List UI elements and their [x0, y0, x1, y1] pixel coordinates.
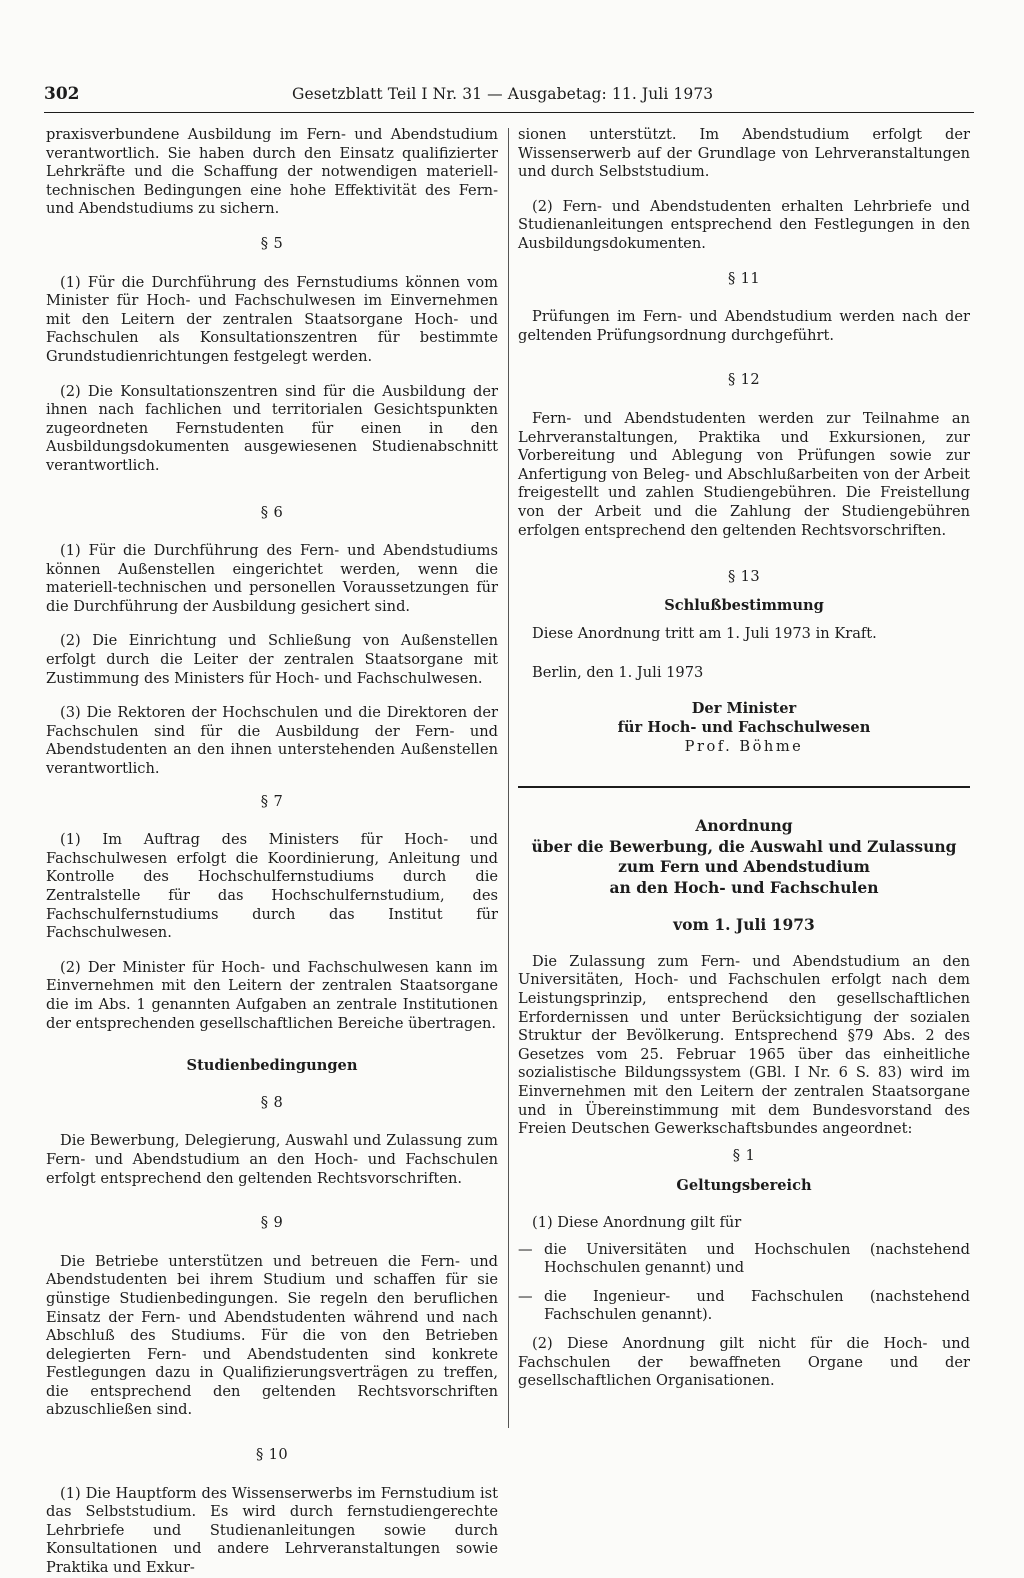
paragraph: Die Betriebe unterstützen und betreuen die Fern- und Abendstudenten bei ihrem Studium und schaffen für sie günstige Studienbedingungen. Sie regeln den beruflichen Einsatz der Fern- und Abendstudenten während und nach Abschluß des Studiums. Für die von den Betrieben delegierten Fern- und Abendstudenten sind konkrete Festlegungen dazu in Qualifizierungsverträgen zu treffen, die entsprechend den geltenden Rechtsvorschriften abzuschließen sind. — [46, 1252, 498, 1419]
title-line: zum Fern und Abendstudium — [618, 857, 870, 877]
page-number: 302 — [44, 84, 80, 104]
section-number: § 1 — [732, 1146, 756, 1164]
paragraph: (1) Für die Durchführung des Fernstudiums können vom Minister für Hoch- und Fachschulwesen im Einvernehmen mit den Leitern der zentralen Staatsorgane Hoch- und Fachschulen als Konsultationszentren für bestimmte Grundstudienrichtungen festgelegt werden. — [46, 273, 498, 365]
signatory-title: Der Minister — [691, 700, 797, 718]
paragraph: Diese Anordnung tritt am 1. Juli 1973 in Kraft. — [532, 625, 877, 643]
list-item — [518, 1241, 970, 1278]
paragraph: (1) Im Auftrag des Ministers für Hoch- und Fachschulwesen erfolgt die Koordinierung, Anleitung und Kontrolle des Hochschulfernstudiums durch die Zentralstelle für das Hochschulfernstudium, des Fachschulfernstudiums durch das Institut für Fachschulwesen. — [46, 831, 498, 942]
section-number: § 9 — [260, 1214, 284, 1232]
signatory-name: Prof. Böhme — [684, 737, 804, 755]
heading-geltungsbereich: Geltungsbereich — [676, 1177, 812, 1195]
running-head: Gesetzblatt Teil I Nr. 31 — Ausgabetag: 11. Juli 1973 — [292, 85, 714, 103]
paragraph: (1) Für die Durchführung des Fern- und Abendstudiums können Außenstellen eingerichtet werden, wenn die materiell-technischen und personellen Voraussetzungen für die Durchführung der Ausbildung gesichert sind. — [46, 542, 498, 615]
section-rule — [518, 786, 970, 788]
section-number: § 11 — [727, 269, 761, 287]
section-number: § 12 — [727, 371, 761, 389]
paragraph: (2) Der Minister für Hoch- und Fachschulwesen kann im Einvernehmen mit den Leitern der zentralen Staatsorgane die im Abs. 1 genannten Aufgaben an zentrale Institutionen der entsprechenden gesellschaftlichen Bereiche übertragen. — [46, 958, 498, 1032]
header-rule — [44, 112, 974, 113]
paragraph: (2) Die Konsultationszentren sind für die Ausbildung der ihnen nach fachlichen und territorialen Gesichtspunkten zugeordneten Fernstudenten für einen in den Ausbildungsdokumenten ausgewiesenen Studienabschnitt verantwortlich. — [46, 382, 498, 474]
list-item-text: die Universitäten und Hochschulen (nachstehend Hochschulen genannt) und — [544, 1240, 970, 1277]
page-header — [44, 84, 974, 108]
paragraph: (3) Die Rektoren der Hochschulen und die Direktoren der Fachschulen sind für die Ausbildung der Fern- und Abendstudenten an den ihnen unterstehenden Außenstellen verantwortlich. — [46, 704, 498, 778]
paragraph: Die Bewerbung, Delegierung, Auswahl und Zulassung zum Fern- und Abendstudium an den Hoch- und Fachschulen erfolgt entsprechend den geltenden Rechtsvorschriften. — [46, 1132, 498, 1187]
title-line: an den Hoch- und Fachschulen — [609, 877, 879, 897]
paragraph: Prüfungen im Fern- und Abendstudium werden nach der geltenden Prüfungsordnung durchgeführt. — [518, 308, 970, 344]
section-number: § 7 — [260, 792, 284, 810]
paragraph: sionen unterstützt. Im Abendstudium erfolgt der Wissenserwerb auf der Grundlage von Lehrveranstaltungen und durch Selbststudium. — [518, 126, 970, 181]
section-number: § 8 — [260, 1093, 284, 1111]
section-number: § 6 — [260, 503, 284, 521]
list-item — [518, 1288, 970, 1325]
title-line: Anordnung — [695, 816, 793, 836]
right-column — [518, 126, 970, 1430]
title-line: über die Bewerbung, die Auswahl und Zulassung — [531, 836, 957, 856]
paragraph: (2) Die Einrichtung und Schließung von Außenstellen erfolgt durch die Leiter der zentralen Staatsorgane mit Zustimmung des Ministers für Hoch- und Fachschulwesen. — [46, 632, 498, 687]
list-item-text: die Ingenieur- und Fachschulen (nachstehend Fachschulen genannt). — [544, 1287, 970, 1324]
left-column — [46, 126, 498, 1577]
signatory-title: für Hoch- und Fachschulwesen — [617, 719, 871, 737]
section-number: § 5 — [260, 234, 284, 252]
paragraph: praxisverbundene Ausbildung im Fern- und Abendstudium verantwortlich. Sie haben durch den Einsatz qualifizierter Lehrkräfte und die Schaffung der notwendigen materiell-technischen Bedingungen eine hohe Effektivität des Fern- und Abendstudiums zu sichern. — [46, 126, 498, 218]
paragraph: (2) Fern- und Abendstudenten erhalten Lehrbriefe und Studienanleitungen entsprechend den Festlegungen in den Ausbildungsdokumenten. — [518, 197, 970, 252]
new-ordinance-title — [518, 816, 970, 898]
heading-studienbedingungen: Studienbedingungen — [186, 1057, 358, 1075]
dash-marker: — — [518, 1240, 533, 1258]
ordinance-date: vom 1. Juli 1973 — [673, 915, 815, 935]
section-number: § 10 — [255, 1446, 289, 1464]
paragraph: (1) Die Hauptform des Wissenserwerbs im Fernstudium ist das Selbststudium. Es wird durch fernstudiengerechte Lehrbriefe und Studienanleitungen sowie durch Konsultationen und andere Lehrveranstaltungen sowie Praktika und Exkur- — [46, 1484, 498, 1577]
paragraph: (1) Diese Anordnung gilt für — [532, 1213, 742, 1231]
preamble: Die Zulassung zum Fern- und Abendstudium an den Universitäten, Hoch- und Fachschulen erfolgt nach dem Leistungsprinzip, entsprechend den gesellschaftlichen Erfordernissen und unter Berücksichtigung der sozialen Struktur der Bevölkerung. Entsprechend §79 Abs. 2 des Gesetzes vom 25. Februar 1965 über das einheitliche sozialistische Bildungssystem (GBl. I Nr. 6 S. 83) wird im Einvernehmen mit den Leitern der zentralen Staatsorgane und in Übereinstimmung mit dem Bundesvorstand des Freien Deutschen Gewerkschaftsbundes angeordnet: — [518, 952, 970, 1138]
paragraph: Fern- und Abendstudenten werden zur Teilnahme an Lehrveranstaltungen, Praktika und Exkursionen, zur Vorbereitung und Ablegung von Prüfungen sowie zur Anfertigung von Beleg- und Abschlußarbeiten von der Arbeit freigestellt und zahlen Studiengebühren. Die Freistellung von der Arbeit und die Zahlung der Studiengebühren erfolgen entsprechend den geltenden Rechtsvorschriften. — [518, 409, 970, 539]
paragraph: (2) Diese Anordnung gilt nicht für die Hoch- und Fachschulen der bewaffneten Organe und der gesellschaftlichen Organisationen. — [518, 1334, 970, 1390]
heading-schlussbestimmung: Schlußbestimmung — [664, 596, 824, 614]
dash-marker: — — [518, 1287, 533, 1305]
section-number: § 13 — [727, 568, 761, 586]
place-date: Berlin, den 1. Juli 1973 — [532, 663, 704, 681]
column-divider — [508, 128, 509, 1428]
